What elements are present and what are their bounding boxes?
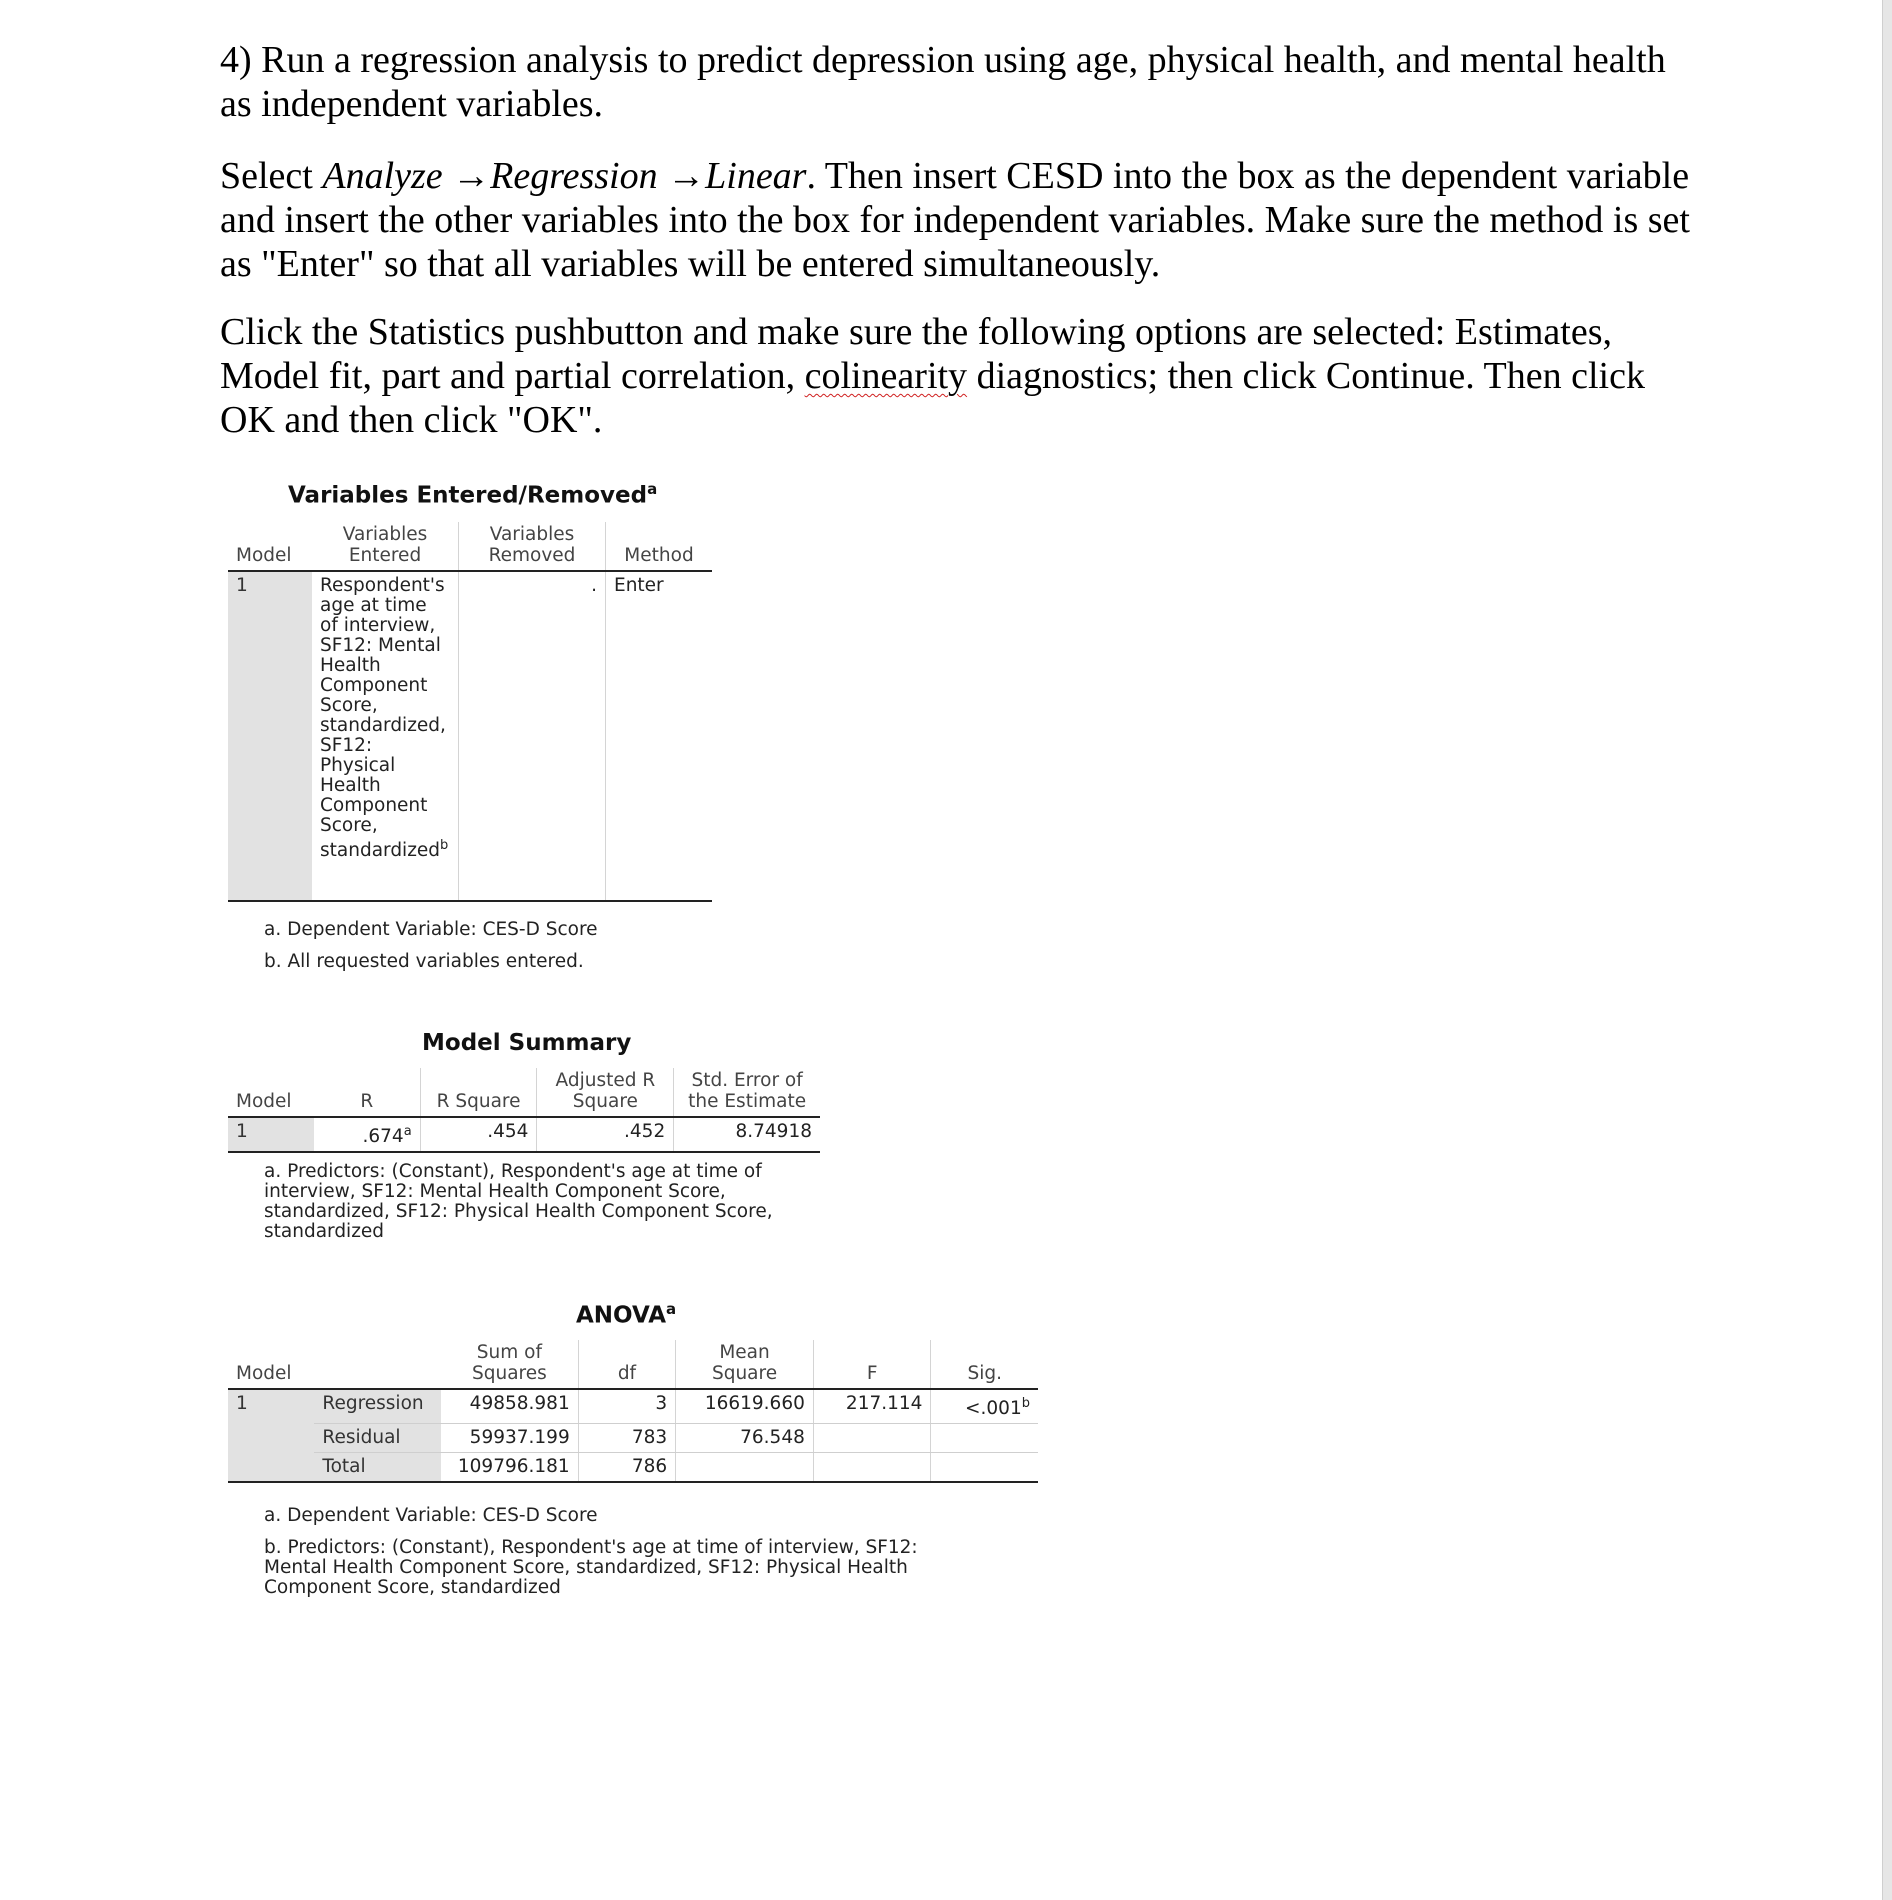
method-cell: Enter — [606, 571, 713, 901]
statistics-text-a: Click the Statistics pushbutton and make sure the following options are selected: Estimates, Model fit, part and partial correlation, — [220, 311, 1613, 397]
instruction-step-4: 4) Run a regression analysis to predict depression using age, physical health, and mental health as independent variables. — [220, 39, 1666, 125]
col-r: R — [314, 1068, 420, 1117]
instruction-menu-rest: . Then insert CESD into the box as the dependent variable and insert the other variables into the box for independent variables. Make sure the method is set as "Enter" so that all variables will be entered simultaneously. — [220, 155, 1690, 285]
sig-total — [931, 1453, 1038, 1483]
source-total: Total — [314, 1453, 441, 1483]
col-method: Method — [606, 522, 713, 571]
model-summary-title: Model Summary — [422, 1030, 632, 1056]
variables-footnote-b: b. All requested variables entered. — [264, 951, 584, 972]
model-summary-footnote: a. Predictors: (Constant), Respondent's age at time of interview, SF12: Mental Health Component Score, standardized, SF12: Physical Health Component Score, standardized — [264, 1161, 773, 1242]
source-regression: Regression — [314, 1389, 441, 1424]
page-edge-shadow — [1882, 0, 1892, 1900]
col-model: Model — [228, 522, 312, 571]
sum-of-squares-residual: 59937.199 — [441, 1424, 578, 1453]
col-df: df — [578, 1340, 675, 1389]
df-total: 786 — [578, 1453, 675, 1483]
anova-title: ANOVA$^a$ — [576, 1300, 677, 1329]
mean-square-residual: 76.548 — [676, 1424, 814, 1453]
anova-footnote-b: b. Predictors: (Constant), Respondent's age at time of interview, SF12: Mental Health Component Score, standardized, SF12: Physical Health Component Score, standardized — [264, 1537, 918, 1598]
anova-footnote-a: a. Dependent Variable: CES-D Score — [264, 1505, 598, 1526]
col-sig: Sig. — [931, 1340, 1038, 1389]
menu-linear: Linear — [705, 155, 807, 197]
col-sum-of-squares: Sum of Squares — [441, 1340, 578, 1389]
col-variables-removed: Variables Removed — [459, 522, 606, 571]
variables-footnote-a: a. Dependent Variable: CES-D Score — [264, 919, 598, 940]
col-model: Model — [228, 1068, 314, 1117]
statistics-text-b: diagnostics; then click Continue. Then click OK and then click "OK". — [220, 355, 1645, 441]
select-word: Select — [220, 155, 323, 197]
variables-removed-cell: . — [459, 571, 606, 901]
col-adjusted-r-square: Adjusted R Square — [537, 1068, 674, 1117]
sig-residual — [931, 1424, 1038, 1453]
col-r-square: R Square — [420, 1068, 537, 1117]
mean-square-regression: 16619.660 — [676, 1389, 814, 1424]
instruction-statistics — [220, 310, 1700, 442]
model-number: 1 — [228, 1389, 314, 1482]
sum-of-squares-regression: 49858.981 — [441, 1389, 578, 1424]
menu-analyze: Analyze — [322, 155, 443, 197]
sig-regression: <.001$^b$ — [931, 1389, 1038, 1424]
anova-table — [228, 1340, 1038, 1483]
adjusted-r-square-value: .452 — [537, 1117, 674, 1152]
df-residual: 783 — [578, 1424, 675, 1453]
model-summary-table — [228, 1068, 820, 1153]
r-value: .674$^a$ — [314, 1117, 420, 1152]
source-residual: Residual — [314, 1424, 441, 1453]
col-model: Model — [228, 1340, 314, 1389]
f-residual — [813, 1424, 931, 1453]
instruction-menu-path — [220, 154, 1700, 286]
variables-table-title: Variables Entered/Removed$^a$ — [288, 480, 658, 509]
col-f: F — [813, 1340, 931, 1389]
arrow-icon: → — [657, 155, 706, 197]
model-number: 1 — [228, 1117, 314, 1152]
r-square-value: .454 — [420, 1117, 537, 1152]
col-source — [314, 1340, 441, 1389]
std-error-value: 8.74918 — [674, 1117, 820, 1152]
arrow-icon: → — [442, 155, 491, 197]
f-regression: 217.114 — [813, 1389, 931, 1424]
model-number: 1 — [228, 571, 312, 901]
misspelled-word: colinearity — [804, 355, 968, 397]
df-regression: 3 — [578, 1389, 675, 1424]
variables-entered-cell: Respondent's age at time of interview, SF12: Mental Health Component Score, standardized, SF12: Physical Health Component Score, standardized$^b$ — [312, 571, 459, 901]
sum-of-squares-total: 109796.181 — [441, 1453, 578, 1483]
col-variables-entered: Variables Entered — [312, 522, 459, 571]
f-total — [813, 1453, 931, 1483]
col-std-error: Std. Error of the Estimate — [674, 1068, 820, 1117]
col-mean-square: Mean Square — [676, 1340, 814, 1389]
menu-regression: Regression — [490, 155, 658, 197]
mean-square-total — [676, 1453, 814, 1483]
variables-entered-table — [228, 522, 712, 902]
